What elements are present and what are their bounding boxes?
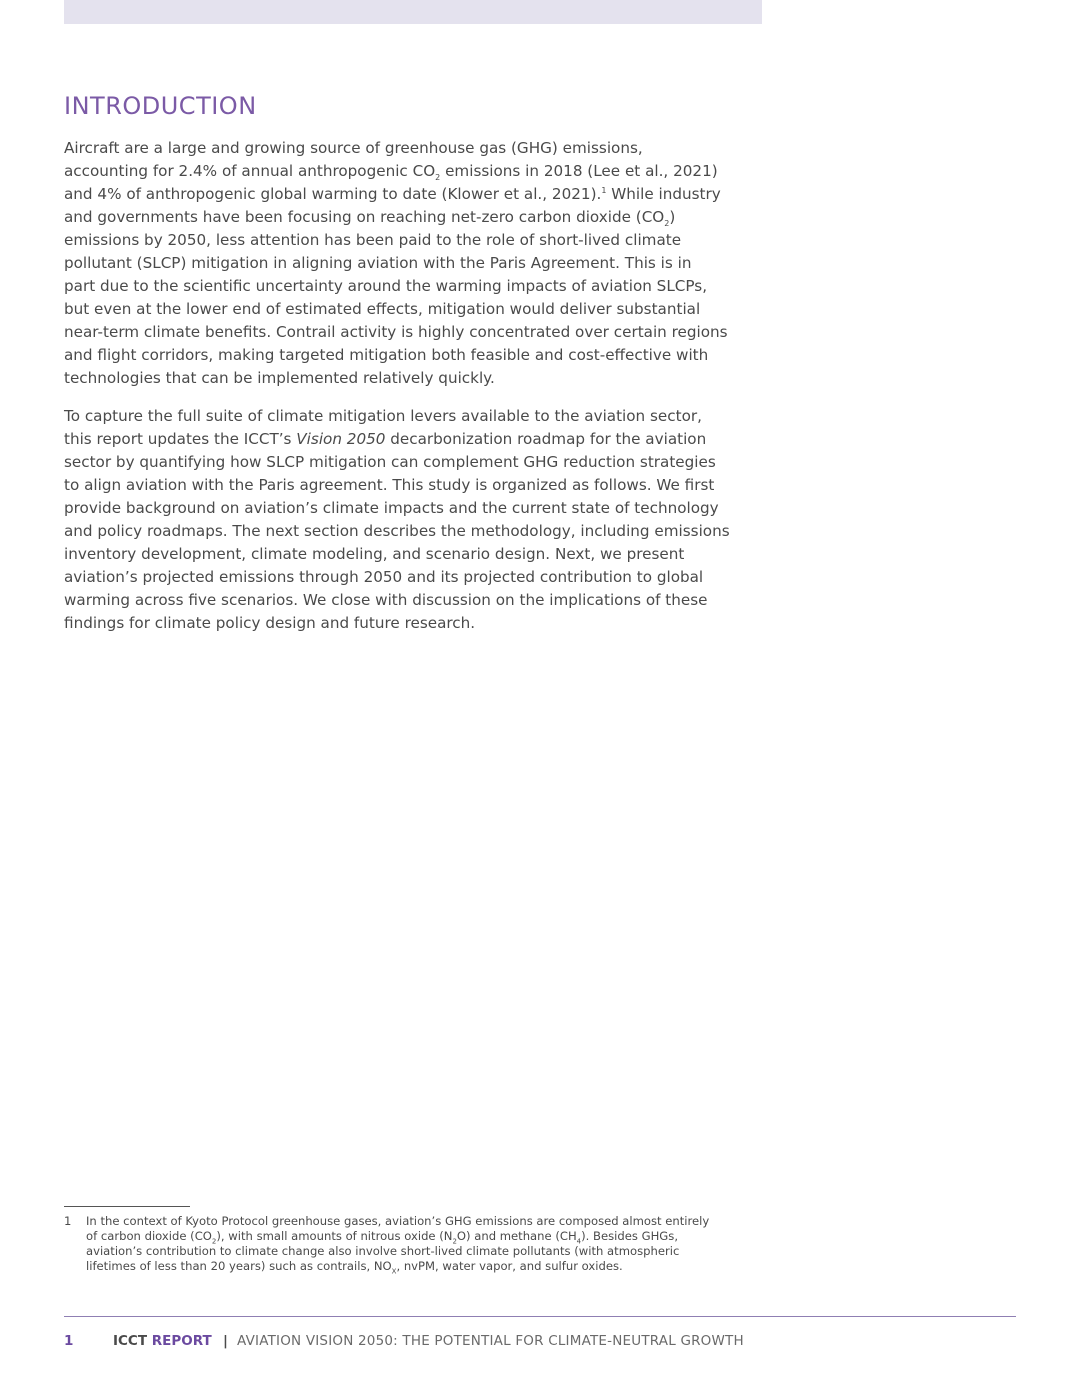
paragraph-1-line: accounting for 2.4% of annual anthropogenic $CO_2$ emissions in 2018 (Lee et al., 2021) (64, 162, 718, 183)
paragraph-1-line: Aircraft are a large and growing source of greenhouse gas (GHG) emissions, (64, 139, 643, 157)
report-title-italic: Vision 2050 (296, 430, 386, 448)
paragraph-1-line: pollutant (SLCP) mitigation in aligning aviation with the Paris Agreement. This is in (64, 254, 692, 272)
paragraph-2-line: inventory development, climate modeling, and scenario design. Next, we present (64, 545, 685, 563)
paragraph-2-line: warming across five scenarios. We close with discussion on the implications of these (64, 591, 708, 609)
paragraph-2-line: to align aviation with the Paris agreement. This study is organized as follows. We first (64, 476, 715, 494)
footnote-line: lifetimes of less than 20 years) such as contrails, $NO_X$, nvPM, water vapor, and sulfur oxides. (86, 1259, 623, 1276)
footnote-line: aviation’s contribution to climate change also involve short-lived climate pollutants (with atmospheric (86, 1244, 680, 1258)
paragraph-2-line: sector by quantifying how SLCP mitigation can complement GHG reduction strategies (64, 453, 716, 471)
report-label: ICCT REPORT (113, 1333, 212, 1349)
header-band (64, 0, 762, 24)
footer-divider (64, 1316, 1016, 1317)
paragraph-1-line: and governments have been focusing on reaching net-zero carbon dioxide $(CO_2)$ (64, 208, 676, 229)
paragraph-1-line: and flight corridors, making targeted mitigation both feasible and cost-effective with (64, 346, 709, 364)
paragraph-2 (64, 405, 764, 635)
paragraph-2-line: provide background on aviation’s climate impacts and the current state of technology (64, 499, 719, 517)
footnote-line: In the context of Kyoto Protocol greenhouse gases, aviation’s GHG emissions are composed almost entirely (86, 1214, 710, 1228)
paragraph-1-line: near-term climate benefits. Contrail activity is highly concentrated over certain regions (64, 323, 728, 341)
paragraph-2-line: aviation’s projected emissions through 2050 and its projected contribution to global (64, 568, 704, 586)
paragraph-2-line: this report updates the ICCT’s Vision 2050 decarbonization roadmap for the aviation (64, 430, 707, 448)
page-footer (64, 1332, 1016, 1352)
footnote-number: 1 (64, 1214, 72, 1228)
paragraph-1 (64, 137, 764, 390)
footnote-line: of carbon dioxide $(CO_2)$, with small amounts of nitrous oxide $(N_2O)$ and methane $(CH_4)$. Besides GHGs, (86, 1229, 679, 1246)
paragraph-2-line: and policy roadmaps. The next section describes the methodology, including emissions (64, 522, 730, 540)
report-title: AVIATION VISION 2050: THE POTENTIAL FOR CLIMATE-NEUTRAL GROWTH (237, 1333, 744, 1349)
paragraph-1-line: and 4% of anthropogenic global warming to date (Klower et al., 2021).$^1$ While industry (64, 185, 721, 203)
paragraph-1-line: emissions by 2050, less attention has been paid to the role of short-lived climate (64, 231, 682, 249)
section-heading: INTRODUCTION (64, 92, 257, 120)
footnote-ref[interactable]: 1 (601, 185, 607, 195)
paragraph-2-line: To capture the full suite of climate mitigation levers available to the aviation sector, (64, 407, 702, 425)
subscript: 2 (664, 219, 670, 229)
subscript: 2 (435, 173, 441, 183)
footnote-divider (64, 1206, 190, 1207)
paragraph-1-line: technologies that can be implemented relatively quickly. (64, 369, 495, 387)
paragraph-1-line: but even at the lower end of estimated effects, mitigation would deliver substantial (64, 300, 701, 318)
page-number: 1 (64, 1333, 74, 1349)
footer-separator: | (223, 1333, 228, 1349)
paragraph-2-line: findings for climate policy design and future research. (64, 614, 476, 632)
footnote-text (86, 1214, 776, 1274)
paragraph-1-line: part due to the scientific uncertainty around the warming impacts of aviation SLCPs, (64, 277, 708, 295)
